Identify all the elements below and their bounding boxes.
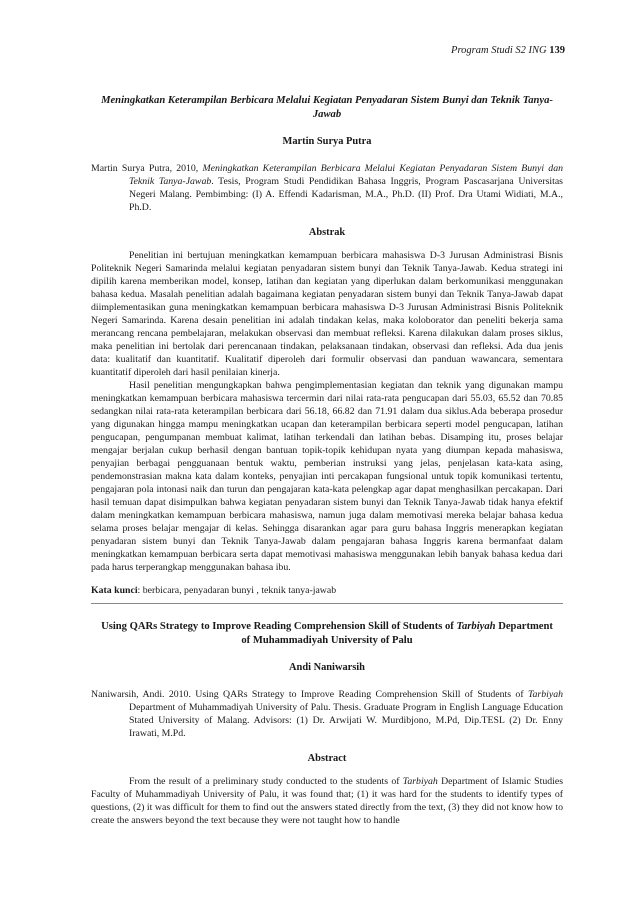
article2-title [101,620,553,648]
article1-citation-rest: . Tesis, Program Studi Pendidikan Bahasa Inggris, Program Pascasarjana Universitas Negeri Malang. Pembimbing: (I) A. Effendi Kadarisman, M.A., Ph.D. (II) Prof. Dra Utami Widiati, M.A., Ph.D. [129,176,563,213]
article2-title-italic: Tarbiyah [456,621,496,632]
article2-title-part2: Department of Muhammadiyah University of Palu [241,621,553,646]
running-header [451,45,565,56]
article1-citation-lead: Martin Surya Putra, 2010, [91,163,203,174]
article2-paragraph-italic: Tarbiyah [402,776,438,787]
keywords-label: Kata kunci [91,585,138,596]
journal-name: Program Studi S2 ING [451,45,547,56]
article2-paragraph-rest: Department of Islamic Studies Faculty of Muhammadiyah University of Palu, it was found that; (1) it was hard for the students to identify types of questions, (2) it was difficult for them to find out the answers stated directly from the text, (3) they did not know how to create the answers beyond the text because they were not taught how to handle [91,776,564,826]
article1-title: Meningkatkan Keterampilan Berbicara Melalui Kegiatan Penyadaran Sistem Bunyi dan Teknik Tanya-Jawab [101,95,553,120]
page-content [91,94,563,827]
article2-citation-lead: Naniwarsih, Andi. 2010. Using QARs Strategy to Improve Reading Comprehension Skill of Students of [91,689,528,700]
article1-citation-title: Meningkatkan Keterampilan Berbicara Melalui Kegiatan Penyadaran Sistem Bunyi dan Teknik Tanya-Jawab [129,163,563,187]
article2-citation-rest: Department of Muhammadiyah University of Palu. Thesis. Graduate Program in English Language Education Stated University of Malang. Advisors: (1) Dr. Arwijati W. Murdibjono, M.Pd, Dip.TESL (2) Dr. Enny Irawati, M.Pd. [129,702,563,739]
article2-abstract-heading: Abstract [307,753,347,764]
article2-abstract-paragraph-1 [91,775,563,827]
article2-citation [91,688,563,740]
article2-citation-italic: Tarbiyah [527,689,563,700]
article2-paragraph-lead: From the result of a preliminary study conducted to the students of [129,776,403,787]
page-number: 139 [549,45,565,56]
article1-abstract-paragraph-2: Hasil penelitian mengungkapkan bahwa pengimplementasian kegiatan dan teknik yang digunakan mampu meningkatkan kemampuan berbicara mahasiswa tercermin dari nilai rata-rata pengucapan dari 55.03, 65.52 dan 70.85 sedangkan nilai rata-rata keterampilan berbicara dari 56.18, 66.82 dan 71.91 dalam dua siklus.Ada beberapa prosedur yang digunakan hingga mampu meningkatkan ucapan dan keterampilan berbicara seperti model pengucapan, latihan pengucapan, pengumpanan membuat kalimat, latihan terkendali dan latihan bebas. Disamping itu, proses belajar mengajar berjalan cukup berhasil dengan bantuan topik-topik kehidupan nyata yang diumpan kepada mahasiswa, penyajian berbagai pengguanaan bentuk waktu, pemberian instruksi yang jelas, penjelasan kata-kata asing, pendemonstrasian makna kata dalam konteks, penyajian inti percakapan fungsional untuk topik komunikasi tertentu, pengajaran pola intonasi naik dan turun dan pengajaran kata-kata pelengkap agar dapat menghasilkan percakapan. Dari hasil temuan dapat disimpulkan bahwa kegiatan penyadaran sistem bunyi dan Teknik Tanya-Jawab tidak hanya efektif dalam meningkatkan kemampuan berbicara mahasiswa, namun juga dalam memotivasi mereka belajar bahasa kedua selama proses belajar mengajar di kelas. Sehingga disarankan agar para guru bahasa Inggris menerapkan kegiatan penyadaran sistem bunyi dan Teknik Tanya-Jawab dalam pengajaran bahasa Inggris karena bermanfaat dalam meningkatkan kemampuan berbicara serta dapat memotivasi mahasiswa menggunakan lebih banyak bahasa kedua dari pada harus terperangkap menggunakan bahasa ibu. [91,380,563,573]
article2-title-part1: Using QARs Strategy to Improve Reading Comprehension Skill of Students of [101,621,457,632]
article1-author: Martin Surya Putra [282,136,372,147]
article1-abstract-heading: Abstrak [308,227,346,238]
article1-keywords [91,584,563,597]
article2-author: Andi Naniwarsih [289,662,365,673]
section-divider [91,603,563,604]
article1-citation [91,162,563,214]
article1-abstract-paragraph-1: Penelitian ini bertujuan meningkatkan kemampuan berbicara mahasiswa D-3 Jurusan Administrasi Bisnis Politeknik Negeri Samarinda melalui kegiatan penyadaran sistem bunyi dan Teknik Tanya-Jawab. Kedua strategi ini dipilih karena memberikan model, konsep, latihan dan kegiatan yang diperlukan dalam berkomunikasi menggunakan bahasa kedua. Masalah penelitian adalah bagaimana kegiatan penyadaran sistem bunyi dan Teknik Tanya-Jawab dapat diimplementasikan guna meningkatkan kemampuan berbicara mahasiswa D-3 Jurusan Administrasi Bisnis Politeknik Negeri Samarinda. Karena desain penelitian ini adalah tindakan kelas, maka koloborator dan peneliti bekerja sama merancang rencana pembelajaran, melakukan observasi dan membuat refleksi. Karena dilakukan dalam proses siklus, maka penelitian ini bertolak dari perencanaan tindakan, pelaksanaan tindakan, observasi dan refleksi. Ada dua jenis data: kualitatif dan kuantitatif. Kualitatif diperoleh dari formulir observasi dan panduan wawancara, sementara kuantitatif diperoleh dari hasil penilaian kinerja. [91,250,563,378]
keywords-list: : berbicara, penyadaran bunyi , teknik tanya-jawab [137,585,337,596]
